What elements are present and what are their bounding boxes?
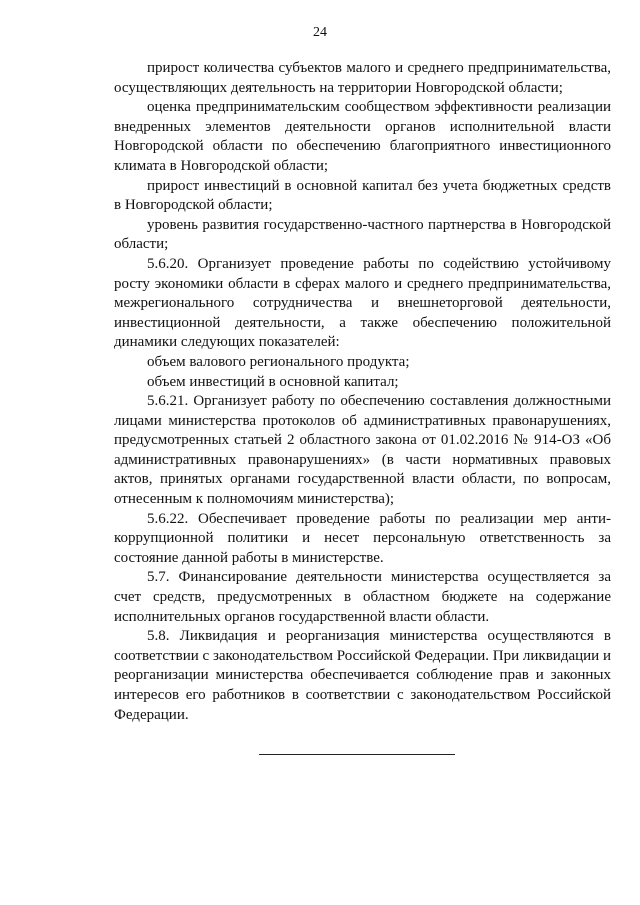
paragraph-investment-growth: прирост инвестиций в основной капитал без учета бюджетных средств в Новгородской области;: [114, 177, 611, 214]
paragraph-grp-volume: объем валового регионального продукта;: [147, 353, 410, 370]
end-separator-line: [259, 754, 455, 755]
paragraph-capital-investment: объем инвестиций в основной капитал;: [147, 373, 399, 390]
paragraph-sme-growth: прирост количества субъектов малого и среднего предпринимательства, осуществляющих деятельность на территории Новгородской области;: [114, 60, 611, 96]
page-number: 24: [313, 25, 327, 40]
paragraph-5-8: 5.8. Ликвидация и реорганизация министерства осуществляются в соответствии с законодательством Российской Федерации. При ликвидации и реорганизации министерства обеспечивается соблюдение прав и законных интересов его работников в соответствии с законодательством Российской Федерации.: [114, 628, 611, 723]
document-body: [114, 59, 611, 725]
paragraph-5-6-22: 5.6.22. Обеспечивает проведение работы по реализации мер антикоррупционной политики и несет персональную ответственность за состояние данной работы в министерстве.: [114, 510, 611, 566]
paragraph-business-assessment: оценка предпринимательским сообществом эффективности реализации внедренных элементов деятельности органов исполнительной власти Новгородской области по обеспечению благоприятного инвестиционного климата в Новгородской области;: [114, 99, 611, 174]
paragraph-5-6-21: 5.6.21. Организует работу по обеспечению составления должностными лицами министерства протоколов об административных правонарушениях, предусмотренных статьей 2 областного закона от 01.02.2016 № 914-ОЗ «Об административных правонарушениях» (в части нормативных правовых актов, принятых органами государственной власти области, по вопросам, отнесенным к полномочиям министерства);: [114, 393, 611, 508]
paragraph-5-6-20: 5.6.20. Организует проведение работы по содействию устойчивому росту экономики области в сферах малого и среднего предпринимательства, межрегионального сотрудничества и внешнеторговой деятельности, инвестиционной деятельности, а также обеспечению положительной динамики следующих показателей:: [114, 255, 611, 351]
paragraph-5-7: 5.7. Финансирование деятельности министерства осуществляется за счет средств, предусмотренных в областном бюджете на содержание исполнительных органов государственной власти области.: [114, 569, 611, 625]
paragraph-ppp-level: уровень развития государственно-частного партнерства в Новгородской области;: [114, 216, 611, 253]
